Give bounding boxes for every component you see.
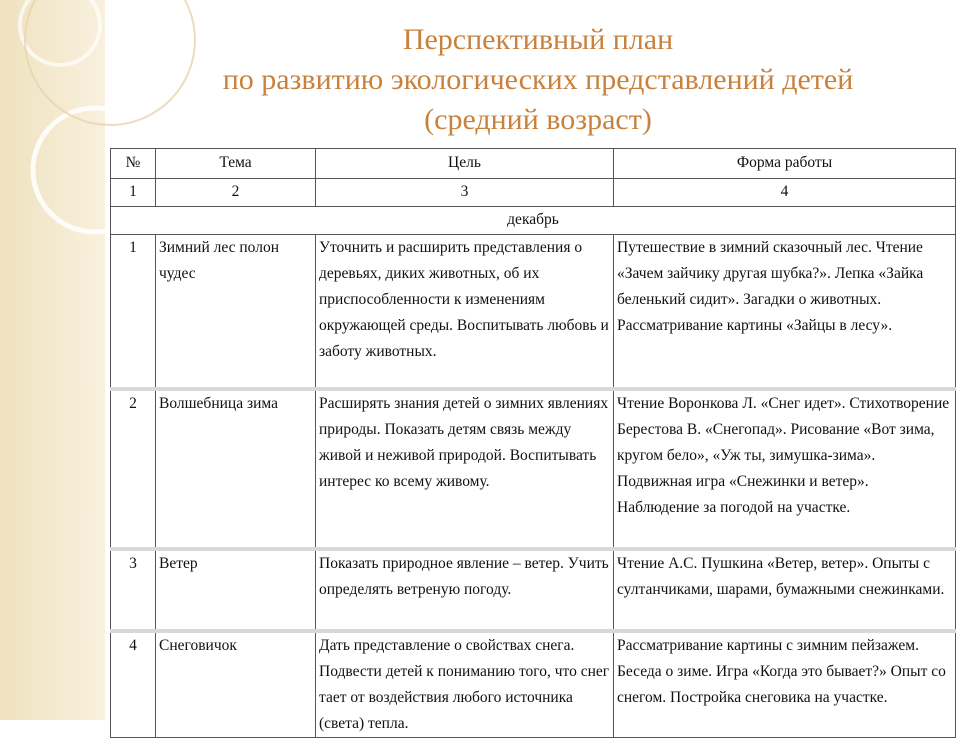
table-row [111, 235, 956, 389]
month-row [111, 207, 956, 235]
header-number: № [111, 149, 156, 179]
page-title [118, 20, 958, 140]
row-number: 3 [111, 549, 156, 631]
row-goal: Дать представление о свойствах снега. Подвести детей к пониманию того, что снег тает от воздействия любого источника (света) тепла. [316, 631, 614, 738]
title-line-1: Перспективный план [402, 23, 674, 56]
title-line-2: по развитию экологических представлений детей [222, 63, 854, 96]
column-numbers-row [111, 179, 956, 207]
decorative-circles-icon [0, 0, 105, 720]
row-topic: Ветер [156, 549, 316, 631]
row-goal: Показать природное явление – ветер. Учить определять ветреную погоду. [316, 549, 614, 631]
column-number-2: 2 [156, 179, 316, 207]
header-goal: Цель [316, 149, 614, 179]
plan-table [110, 148, 956, 738]
row-topic: Волшебница зима [156, 389, 316, 549]
row-number: 2 [111, 389, 156, 549]
row-number: 4 [111, 631, 156, 738]
column-number-3: 3 [316, 179, 614, 207]
header-topic: Тема [156, 149, 316, 179]
decorative-side-band [0, 0, 105, 720]
row-form: Чтение А.С. Пушкина «Ветер, ветер». Опыты с султанчиками, шарами, бумажными снежинками. [614, 549, 956, 631]
row-goal: Уточнить и расширить представления о деревьях, диких животных, об их приспособленности к изменениям окружающей среды. Воспитывать любовь и заботу животных. [316, 235, 614, 389]
row-form: Рассматривание картины с зимним пейзажем. Беседа о зиме. Игра «Когда это бывает?» Опыт со снегом. Постройка снеговика на участке. [614, 631, 956, 738]
row-topic: Снеговичок [156, 631, 316, 738]
row-form: Путешествие в зимний сказочный лес. Чтение «Зачем зайчику другая шубка?». Лепка «Зайка беленький сидит». Загадки о животных. Рассматривание картины «Зайцы в лесу». [614, 235, 956, 389]
row-form: Чтение Воронкова Л. «Снег идет». Стихотворение Берестова В. «Снегопад». Рисование «Вот зима, кругом бело», «Уж ты, зимушка-зима». Подвижная игра «Снежинки и ветер». Наблюдение за погодой на участке. [614, 389, 956, 549]
row-goal: Расширять знания детей о зимних явлениях природы. Показать детям связь между живой и неживой природой. Воспитывать интерес ко всему живому. [316, 389, 614, 549]
header-form: Форма работы [614, 149, 956, 179]
row-number: 1 [111, 235, 156, 389]
table-header-row [111, 149, 956, 179]
column-number-1: 1 [111, 179, 156, 207]
row-topic: Зимний лес полон чудес [156, 235, 316, 389]
table-row [111, 389, 956, 549]
title-line-3: (средний возраст) [424, 103, 652, 136]
table-row [111, 631, 956, 738]
column-number-4: 4 [614, 179, 956, 207]
month-label: декабрь [111, 207, 956, 235]
table-row [111, 549, 956, 631]
